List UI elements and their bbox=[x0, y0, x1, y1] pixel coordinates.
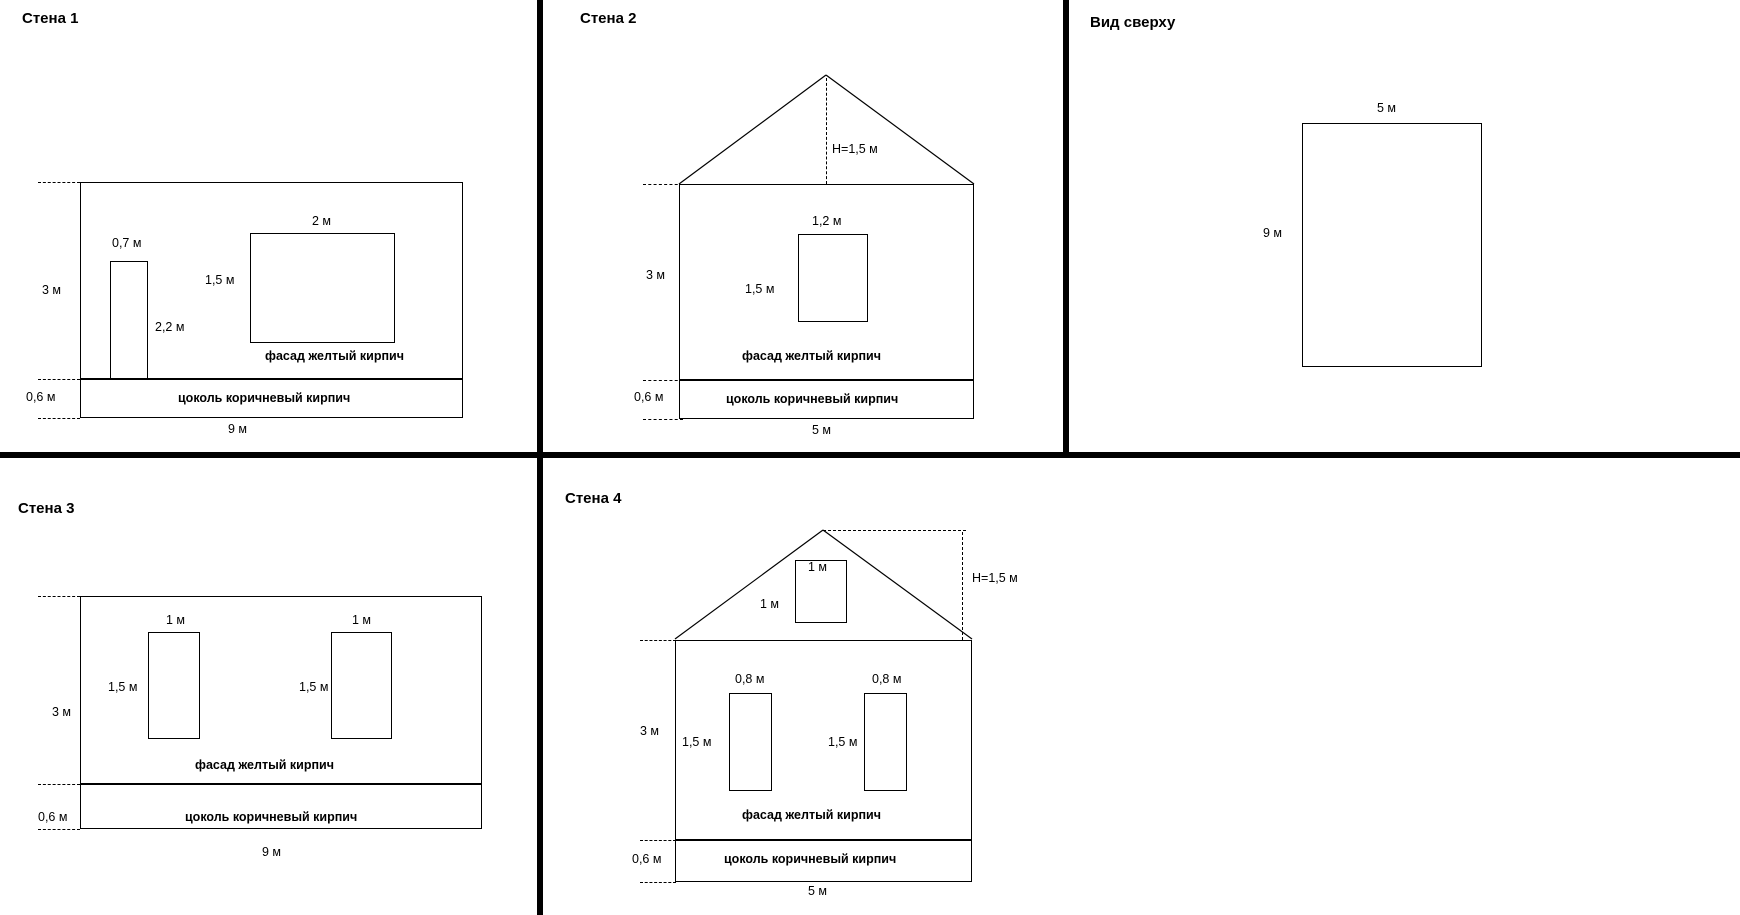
wall2-dim-bottom-tick bbox=[643, 419, 683, 420]
panel-title-wall1: Стена 1 bbox=[22, 10, 79, 27]
topview-rect bbox=[1302, 123, 1482, 367]
wall4-window1-height-label: 1,5 м bbox=[682, 735, 712, 749]
wall4-width-label: 5 м bbox=[808, 884, 828, 898]
wall4-roof-top-tick bbox=[823, 530, 966, 531]
wall2-window-width-label: 1,2 м bbox=[812, 214, 842, 228]
wall3-facade-rect bbox=[80, 596, 482, 784]
panel-title-top-view: Вид сверху bbox=[1090, 14, 1176, 31]
wall1-window-rect bbox=[250, 233, 395, 343]
wall4-attic-window-height-label: 1 м bbox=[760, 597, 780, 611]
wall2-roof-base-tick bbox=[643, 184, 683, 185]
wall4-plinth-height-label: 0,6 м bbox=[632, 852, 662, 866]
divider-horizontal bbox=[0, 452, 1740, 458]
panel-title-wall3: Стена 3 bbox=[18, 500, 75, 517]
wall2-width-label: 5 м bbox=[812, 423, 832, 437]
wall1-door-width-label: 0,7 м bbox=[112, 236, 142, 250]
wall2-window-rect bbox=[798, 234, 868, 322]
wall3-window1-rect bbox=[148, 632, 200, 739]
wall2-plinth-label: цоколь коричневый кирпич bbox=[726, 392, 899, 406]
wall4-roof-height-label: H=1,5 м bbox=[972, 571, 1018, 585]
wall1-door-height-label: 2,2 м bbox=[155, 320, 185, 334]
wall1-height-label: 3 м bbox=[42, 283, 62, 297]
wall4-window2-width-label: 0,8 м bbox=[872, 672, 902, 686]
wall1-window-height-label: 1,5 м bbox=[205, 273, 235, 287]
wall4-dim-mid-tick bbox=[640, 840, 676, 841]
wall1-plinth-height-label: 0,6 м bbox=[26, 390, 56, 404]
wall1-dim-mid-tick bbox=[38, 379, 80, 380]
wall4-window1-rect bbox=[729, 693, 772, 791]
wall4-dim-bottom-tick bbox=[640, 882, 676, 883]
wall3-plinth-label: цоколь коричневый кирпич bbox=[185, 810, 358, 824]
wall3-dim-top-tick bbox=[38, 596, 80, 597]
wall4-roof bbox=[675, 530, 972, 640]
wall4-roof-height-dim bbox=[962, 532, 963, 640]
wall1-width-label: 9 м bbox=[228, 422, 248, 436]
wall3-plinth-height-label: 0,6 м bbox=[38, 810, 68, 824]
wall1-facade-label: фасад желтый кирпич bbox=[265, 349, 404, 363]
wall4-window2-height-label: 1,5 м bbox=[828, 735, 858, 749]
topview-width-label: 5 м bbox=[1377, 101, 1397, 115]
wall3-facade-label: фасад желтый кирпич bbox=[195, 758, 334, 772]
wall1-plinth-label: цоколь коричневый кирпич bbox=[178, 391, 351, 405]
wall3-dim-mid-tick bbox=[38, 784, 80, 785]
wall3-height-label: 3 м bbox=[52, 705, 72, 719]
wall2-window-height-label: 1,5 м bbox=[745, 282, 775, 296]
wall1-dim-top-tick bbox=[38, 182, 80, 183]
wall4-height-label: 3 м bbox=[640, 724, 660, 738]
wall2-height-label: 3 м bbox=[646, 268, 666, 282]
wall2-dim-mid-tick bbox=[643, 380, 683, 381]
wall2-roof-height-dim bbox=[826, 78, 827, 184]
wall3-window2-height-label: 1,5 м bbox=[299, 680, 329, 694]
wall3-window2-width-label: 1 м bbox=[352, 613, 372, 627]
wall1-window-width-label: 2 м bbox=[312, 214, 332, 228]
wall4-facade-label: фасад желтый кирпич bbox=[742, 808, 881, 822]
wall3-window1-width-label: 1 м bbox=[166, 613, 186, 627]
wall4-window2-rect bbox=[864, 693, 907, 791]
wall2-roof-height-label: H=1,5 м bbox=[832, 142, 878, 156]
panel-title-wall4: Стена 4 bbox=[565, 490, 622, 507]
wall2-plinth-height-label: 0,6 м bbox=[634, 390, 664, 404]
wall4-plinth-label: цоколь коричневый кирпич bbox=[724, 852, 897, 866]
wall2-facade-label: фасад желтый кирпич bbox=[742, 349, 881, 363]
topview-depth-label: 9 м bbox=[1263, 226, 1283, 240]
wall4-window1-width-label: 0,8 м bbox=[735, 672, 765, 686]
divider-vertical-right bbox=[1063, 0, 1069, 458]
wall3-window2-rect bbox=[331, 632, 392, 739]
wall3-dim-bottom-tick bbox=[38, 829, 80, 830]
wall1-door-rect bbox=[110, 261, 148, 379]
panel-title-wall2: Стена 2 bbox=[580, 10, 637, 27]
wall4-roof-base-tick bbox=[640, 640, 676, 641]
wall3-width-label: 9 м bbox=[262, 845, 282, 859]
wall3-window1-height-label: 1,5 м bbox=[108, 680, 138, 694]
wall1-dim-bottom-tick bbox=[38, 418, 80, 419]
wall4-attic-window-width-label: 1 м bbox=[808, 560, 828, 574]
